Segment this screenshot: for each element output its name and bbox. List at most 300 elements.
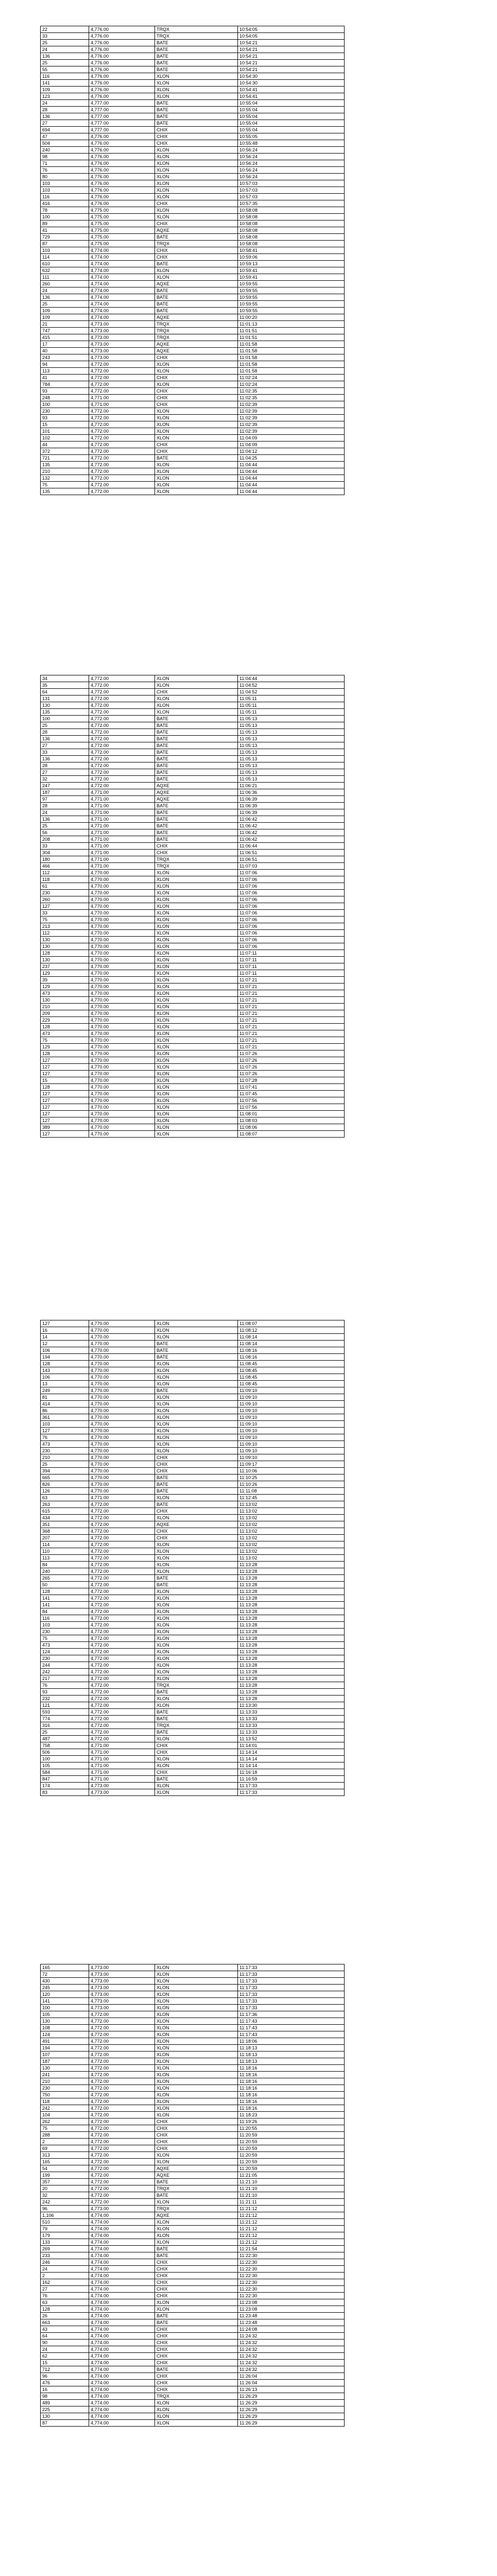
- time-cell: 10:55:04: [238, 113, 345, 120]
- volume-cell: 132: [41, 475, 89, 482]
- time-cell: 11:00:20: [238, 314, 345, 321]
- venue-cell: XLON: [155, 696, 238, 702]
- time-cell: 11:08:03: [238, 1117, 345, 1124]
- volume-cell: 260: [41, 896, 89, 903]
- time-cell: 11:07:21: [238, 977, 345, 984]
- price-cell: 4,774.00: [89, 254, 155, 261]
- volume-cell: 506: [41, 1749, 89, 1756]
- volume-cell: 141: [41, 1998, 89, 2005]
- venue-cell: TRQX: [155, 328, 238, 334]
- time-cell: 10:58:41: [238, 247, 345, 254]
- volume-cell: 230: [41, 1448, 89, 1454]
- volume-cell: 263: [41, 1501, 89, 1508]
- price-cell: 4,772.00: [89, 1535, 155, 1541]
- trades-table: [40, 1964, 345, 2427]
- table-row: [41, 1991, 345, 1998]
- price-cell: 4,772.00: [89, 762, 155, 769]
- venue-cell: XLON: [155, 1789, 238, 1796]
- volume-cell: 39: [41, 977, 89, 984]
- time-cell: 11:13:02: [238, 1501, 345, 1508]
- volume-cell: 27: [41, 742, 89, 749]
- volume-cell: 242: [41, 2105, 89, 2112]
- price-cell: 4,772.00: [89, 1515, 155, 1521]
- table-row: [41, 716, 345, 722]
- time-cell: 11:13:28: [238, 1568, 345, 1575]
- time-cell: 11:01:58: [238, 361, 345, 368]
- table-row: [41, 984, 345, 990]
- volume-cell: 130: [41, 2018, 89, 2025]
- volume-cell: 357: [41, 2179, 89, 2185]
- price-cell: 4,773.00: [89, 328, 155, 334]
- table-row: [41, 2132, 345, 2139]
- volume-cell: 758: [41, 1742, 89, 1749]
- volume-cell: 101: [41, 428, 89, 435]
- table-page-2: [40, 675, 344, 1138]
- time-cell: 11:20:59: [238, 2159, 345, 2165]
- time-cell: 10:54:21: [238, 46, 345, 53]
- time-cell: 10:56:24: [238, 147, 345, 154]
- price-cell: 4,770.00: [89, 1441, 155, 1448]
- table-row: [41, 334, 345, 341]
- table-row: [41, 863, 345, 870]
- table-row: [41, 2105, 345, 2112]
- volume-cell: 476: [41, 2380, 89, 2386]
- table-row: [41, 475, 345, 482]
- table-row: [41, 1394, 345, 1401]
- time-cell: 11:21:12: [238, 2239, 345, 2246]
- volume-cell: 112: [41, 870, 89, 876]
- venue-cell: XLON: [155, 963, 238, 970]
- venue-cell: XLON: [155, 1642, 238, 1649]
- venue-cell: CHIX: [155, 221, 238, 227]
- table-row: [41, 415, 345, 421]
- price-cell: 4,772.00: [89, 1541, 155, 1548]
- time-cell: 11:24:32: [238, 2346, 345, 2353]
- time-cell: 11:24:32: [238, 2333, 345, 2340]
- table-row: [41, 2286, 345, 2293]
- table-row: [41, 314, 345, 321]
- price-cell: 4,772.00: [89, 462, 155, 468]
- venue-cell: BATE: [155, 1347, 238, 1354]
- time-cell: 11:04:25: [238, 455, 345, 462]
- price-cell: 4,774.00: [89, 2279, 155, 2286]
- table-row: [41, 348, 345, 354]
- volume-cell: 265: [41, 1575, 89, 1582]
- price-cell: 4,772.00: [89, 448, 155, 455]
- price-cell: 4,774.00: [89, 2420, 155, 2427]
- price-cell: 4,770.00: [89, 1387, 155, 1394]
- volume-cell: 847: [41, 1776, 89, 1783]
- table-row: [41, 1716, 345, 1722]
- venue-cell: XLON: [155, 970, 238, 977]
- venue-cell: XLON: [155, 1541, 238, 1548]
- price-cell: 4,772.00: [89, 2172, 155, 2179]
- venue-cell: AQXE: [155, 341, 238, 348]
- time-cell: 11:04:52: [238, 689, 345, 696]
- volume-cell: 304: [41, 850, 89, 856]
- time-cell: 11:13:02: [238, 1535, 345, 1541]
- venue-cell: CHIX: [155, 2386, 238, 2393]
- time-cell: 11:01:58: [238, 341, 345, 348]
- venue-cell: BATE: [155, 816, 238, 823]
- venue-cell: XLON: [155, 1441, 238, 1448]
- volume-cell: 584: [41, 1769, 89, 1776]
- time-cell: 11:07:21: [238, 990, 345, 997]
- volume-cell: 89: [41, 221, 89, 227]
- price-cell: 4,771.00: [89, 803, 155, 809]
- price-cell: 4,776.00: [89, 33, 155, 40]
- time-cell: 11:09:10: [238, 1434, 345, 1441]
- venue-cell: XLON: [155, 174, 238, 180]
- venue-cell: XLON: [155, 2400, 238, 2406]
- venue-cell: CHIX: [155, 689, 238, 696]
- volume-cell: 247: [41, 783, 89, 789]
- price-cell: 4,772.00: [89, 1575, 155, 1582]
- time-cell: 11:13:33: [238, 1729, 345, 1736]
- time-cell: 11:07:06: [238, 883, 345, 890]
- volume-cell: 106: [41, 1347, 89, 1354]
- table-row: [41, 2226, 345, 2232]
- time-cell: 11:22:30: [238, 2286, 345, 2293]
- table-row: [41, 1749, 345, 1756]
- price-cell: 4,773.00: [89, 1998, 155, 2005]
- time-cell: 11:24:08: [238, 2326, 345, 2333]
- time-cell: 11:18:06: [238, 2038, 345, 2045]
- table-row: [41, 2353, 345, 2360]
- time-cell: 11:13:28: [238, 1608, 345, 1615]
- time-cell: 11:18:23: [238, 2112, 345, 2119]
- price-cell: 4,776.00: [89, 154, 155, 160]
- venue-cell: BATE: [155, 53, 238, 60]
- volume-cell: 63: [41, 2299, 89, 2306]
- time-cell: 11:18:16: [238, 2072, 345, 2078]
- time-cell: 11:17:33: [238, 1998, 345, 2005]
- venue-cell: CHIX: [155, 254, 238, 261]
- time-cell: 11:20:59: [238, 2152, 345, 2159]
- venue-cell: XLON: [155, 2005, 238, 2011]
- time-cell: 11:07:21: [238, 1037, 345, 1044]
- price-cell: 4,770.00: [89, 963, 155, 970]
- price-cell: 4,772.00: [89, 2199, 155, 2206]
- time-cell: 10:59:13: [238, 261, 345, 267]
- table-row: [41, 1461, 345, 1468]
- time-cell: 11:24:32: [238, 2340, 345, 2346]
- table-row: [41, 2185, 345, 2192]
- venue-cell: XLON: [155, 1736, 238, 1742]
- volume-cell: 116: [41, 194, 89, 200]
- venue-cell: BATE: [155, 2313, 238, 2319]
- volume-cell: 245: [41, 1985, 89, 1991]
- venue-cell: XLON: [155, 1381, 238, 1387]
- price-cell: 4,770.00: [89, 1024, 155, 1030]
- table-row: [41, 442, 345, 448]
- venue-cell: XLON: [155, 1077, 238, 1084]
- price-cell: 4,774.00: [89, 2406, 155, 2413]
- table-row: [41, 1341, 345, 1347]
- venue-cell: XLON: [155, 428, 238, 435]
- price-cell: 4,772.00: [89, 1702, 155, 1709]
- volume-cell: 25: [41, 722, 89, 729]
- venue-cell: BATE: [155, 762, 238, 769]
- table-row: [41, 482, 345, 488]
- table-row: [41, 736, 345, 742]
- time-cell: 11:07:26: [238, 1064, 345, 1071]
- volume-cell: 165: [41, 1964, 89, 1971]
- price-cell: 4,776.00: [89, 26, 155, 33]
- price-cell: 4,772.00: [89, 1675, 155, 1682]
- volume-cell: 94: [41, 361, 89, 368]
- table-row: [41, 2098, 345, 2105]
- venue-cell: XLON: [155, 1374, 238, 1381]
- venue-cell: CHIX: [155, 2266, 238, 2273]
- price-cell: 4,772.00: [89, 1568, 155, 1575]
- venue-cell: CHIX: [155, 2125, 238, 2132]
- table-row: [41, 2380, 345, 2386]
- time-cell: 11:04:12: [238, 448, 345, 455]
- time-cell: 11:23:08: [238, 2299, 345, 2306]
- table-row: [41, 742, 345, 749]
- venue-cell: XLON: [155, 1985, 238, 1991]
- venue-cell: XLON: [155, 709, 238, 716]
- venue-cell: XLON: [155, 1998, 238, 2005]
- time-cell: 11:07:11: [238, 957, 345, 963]
- price-cell: 4,771.00: [89, 1762, 155, 1769]
- volume-cell: 24: [41, 287, 89, 294]
- venue-cell: XLON: [155, 2420, 238, 2427]
- price-cell: 4,772.00: [89, 1608, 155, 1615]
- table-row: [41, 990, 345, 997]
- venue-cell: XLON: [155, 1515, 238, 1521]
- venue-cell: XLON: [155, 1030, 238, 1037]
- volume-cell: 130: [41, 2413, 89, 2420]
- time-cell: 11:07:06: [238, 917, 345, 923]
- table-row: [41, 401, 345, 408]
- table-row: [41, 1468, 345, 1475]
- table-row: [41, 428, 345, 435]
- volume-cell: 100: [41, 214, 89, 221]
- table-row: [41, 1985, 345, 1991]
- price-cell: 4,776.00: [89, 174, 155, 180]
- volume-cell: 128: [41, 1024, 89, 1030]
- venue-cell: CHIX: [155, 2360, 238, 2366]
- venue-cell: TRQX: [155, 33, 238, 40]
- table-row: [41, 903, 345, 910]
- table-row: [41, 1044, 345, 1050]
- time-cell: 10:55:04: [238, 127, 345, 133]
- price-cell: 4,770.00: [89, 1481, 155, 1488]
- price-cell: 4,770.00: [89, 977, 155, 984]
- volume-cell: 213: [41, 923, 89, 930]
- price-cell: 4,770.00: [89, 1091, 155, 1097]
- price-cell: 4,775.00: [89, 221, 155, 227]
- venue-cell: XLON: [155, 2045, 238, 2052]
- price-cell: 4,770.00: [89, 1408, 155, 1414]
- volume-cell: 473: [41, 1030, 89, 1037]
- venue-cell: XLON: [155, 883, 238, 890]
- table-row: [41, 421, 345, 428]
- time-cell: 11:05:13: [238, 742, 345, 749]
- table-row: [41, 2346, 345, 2353]
- venue-cell: XLON: [155, 462, 238, 468]
- price-cell: 4,772.00: [89, 2052, 155, 2058]
- price-cell: 4,772.00: [89, 2192, 155, 2199]
- price-cell: 4,772.00: [89, 2038, 155, 2045]
- price-cell: 4,771.00: [89, 829, 155, 836]
- venue-cell: CHIX: [155, 448, 238, 455]
- volume-cell: 25: [41, 60, 89, 66]
- price-cell: 4,772.00: [89, 1729, 155, 1736]
- price-cell: 4,777.00: [89, 120, 155, 127]
- time-cell: 11:08:45: [238, 1361, 345, 1367]
- volume-cell: 28: [41, 803, 89, 809]
- volume-cell: 269: [41, 2246, 89, 2252]
- price-cell: 4,771.00: [89, 809, 155, 816]
- time-cell: 10:58:08: [238, 227, 345, 234]
- venue-cell: TRQX: [155, 863, 238, 870]
- price-cell: 4,775.00: [89, 207, 155, 214]
- volume-cell: 103: [41, 180, 89, 187]
- venue-cell: XLON: [155, 1327, 238, 1334]
- venue-cell: XLON: [155, 488, 238, 495]
- venue-cell: CHIX: [155, 2145, 238, 2152]
- price-cell: 4,774.00: [89, 2373, 155, 2380]
- volume-cell: 64: [41, 689, 89, 696]
- time-cell: 11:22:30: [238, 2273, 345, 2279]
- volume-cell: 118: [41, 876, 89, 883]
- table-row: [41, 73, 345, 80]
- table-row: [41, 1057, 345, 1064]
- time-cell: 11:18:16: [238, 2098, 345, 2105]
- price-cell: 4,770.00: [89, 1030, 155, 1037]
- venue-cell: XLON: [155, 1562, 238, 1568]
- time-cell: 11:02:39: [238, 415, 345, 421]
- time-cell: 11:13:28: [238, 1582, 345, 1588]
- volume-cell: 33: [41, 910, 89, 917]
- table-row: [41, 127, 345, 133]
- volume-cell: 504: [41, 140, 89, 147]
- price-cell: 4,774.00: [89, 2360, 155, 2366]
- table-row: [41, 1964, 345, 1971]
- price-cell: 4,770.00: [89, 910, 155, 917]
- volume-cell: 246: [41, 2259, 89, 2266]
- time-cell: 11:07:06: [238, 870, 345, 876]
- venue-cell: TRQX: [155, 1722, 238, 1729]
- time-cell: 10:58:08: [238, 207, 345, 214]
- venue-cell: TRQX: [155, 856, 238, 863]
- venue-cell: XLON: [155, 1615, 238, 1622]
- volume-cell: 84: [41, 1562, 89, 1568]
- time-cell: 11:08:01: [238, 1111, 345, 1117]
- volume-cell: 127: [41, 1104, 89, 1111]
- time-cell: 11:20:59: [238, 2139, 345, 2145]
- table-row: [41, 2333, 345, 2340]
- price-cell: 4,772.00: [89, 2018, 155, 2025]
- table-row: [41, 1334, 345, 1341]
- volume-cell: 394: [41, 1468, 89, 1475]
- venue-cell: XLON: [155, 1568, 238, 1575]
- table-page-4: [40, 1964, 344, 2427]
- price-cell: 4,772.00: [89, 1588, 155, 1595]
- table-row: [41, 950, 345, 957]
- venue-cell: XLON: [155, 147, 238, 154]
- time-cell: 11:17:43: [238, 2025, 345, 2031]
- price-cell: 4,770.00: [89, 1341, 155, 1347]
- time-cell: 11:01:51: [238, 334, 345, 341]
- volume-cell: 127: [41, 1097, 89, 1104]
- venue-cell: XLON: [155, 1629, 238, 1635]
- trades-table: [40, 26, 345, 495]
- volume-cell: 109: [41, 308, 89, 314]
- venue-cell: XLON: [155, 1448, 238, 1454]
- volume-cell: 288: [41, 2132, 89, 2139]
- price-cell: 4,770.00: [89, 943, 155, 950]
- time-cell: 11:08:06: [238, 1124, 345, 1131]
- price-cell: 4,770.00: [89, 1488, 155, 1495]
- price-cell: 4,772.00: [89, 408, 155, 415]
- volume-cell: 414: [41, 1401, 89, 1408]
- table-row: [41, 354, 345, 361]
- price-cell: 4,772.00: [89, 1696, 155, 1702]
- time-cell: 11:09:10: [238, 1421, 345, 1428]
- time-cell: 11:09:10: [238, 1448, 345, 1454]
- table-row: [41, 1528, 345, 1535]
- venue-cell: XLON: [155, 1762, 238, 1769]
- table-row: [41, 1669, 345, 1675]
- venue-cell: BATE: [155, 1341, 238, 1347]
- volume-cell: 240: [41, 147, 89, 154]
- volume-cell: 243: [41, 354, 89, 361]
- table-row: [41, 937, 345, 943]
- time-cell: 11:20:59: [238, 2145, 345, 2152]
- volume-cell: 107: [41, 2052, 89, 2058]
- volume-cell: 240: [41, 1568, 89, 1575]
- time-cell: 11:05:13: [238, 716, 345, 722]
- volume-cell: 130: [41, 702, 89, 709]
- time-cell: 11:09:10: [238, 1414, 345, 1421]
- table-row: [41, 2119, 345, 2125]
- venue-cell: XLON: [155, 207, 238, 214]
- volume-cell: 40: [41, 348, 89, 354]
- volume-cell: 260: [41, 281, 89, 287]
- time-cell: 11:05:11: [238, 702, 345, 709]
- price-cell: 4,771.00: [89, 850, 155, 856]
- volume-cell: 127: [41, 1091, 89, 1097]
- time-cell: 11:07:21: [238, 1024, 345, 1030]
- time-cell: 11:13:28: [238, 1562, 345, 1568]
- venue-cell: XLON: [155, 1091, 238, 1097]
- price-cell: 4,772.00: [89, 729, 155, 736]
- venue-cell: XLON: [155, 1675, 238, 1682]
- price-cell: 4,770.00: [89, 1401, 155, 1408]
- venue-cell: TRQX: [155, 321, 238, 328]
- time-cell: 11:24:32: [238, 2366, 345, 2373]
- table-row: [41, 40, 345, 46]
- volume-cell: 473: [41, 1642, 89, 1649]
- price-cell: 4,772.00: [89, 2085, 155, 2092]
- price-cell: 4,773.00: [89, 1789, 155, 1796]
- table-row: [41, 2299, 345, 2306]
- venue-cell: XLON: [155, 482, 238, 488]
- time-cell: 11:07:06: [238, 890, 345, 896]
- venue-cell: XLON: [155, 2011, 238, 2018]
- table-row: [41, 1689, 345, 1696]
- time-cell: 10:57:03: [238, 194, 345, 200]
- table-row: [41, 1998, 345, 2005]
- time-cell: 11:13:28: [238, 1635, 345, 1642]
- table-row: [41, 167, 345, 174]
- table-row: [41, 850, 345, 856]
- time-cell: 11:07:21: [238, 1044, 345, 1050]
